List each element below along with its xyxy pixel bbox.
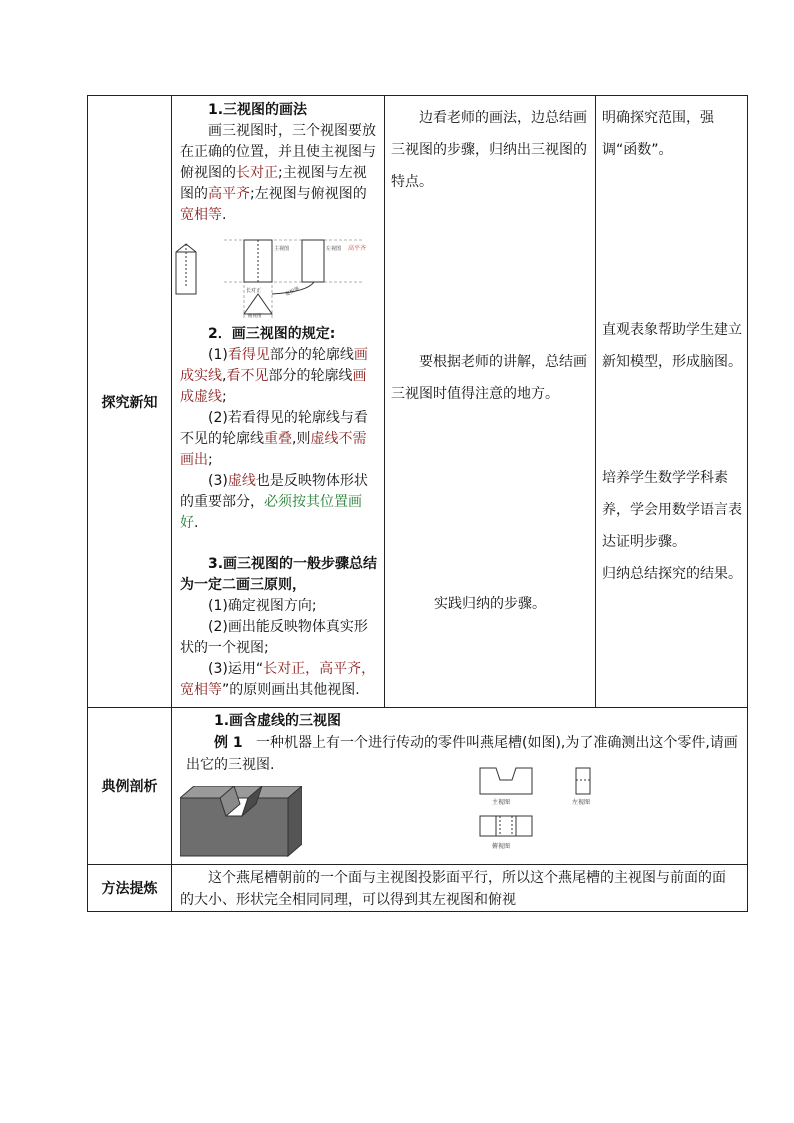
s2-rule-1: (1)看得见部分的轮廓线画成实线,看不见部分的轮廓线画成虚线; [180,347,368,405]
example-row [88,708,748,865]
s3-step-2: (2)画出能反映物体真实形状的一个视图; [180,619,368,656]
example-content [172,708,748,865]
view-left-label: 左视图 [572,799,591,806]
label-left: 左视图 [326,246,342,252]
label-kuan: 宽相等 [284,286,301,298]
label-top: 俯视图 [248,314,262,318]
student-text-1: 边看老师的画法，边总结画三视图的步骤，归纳出三视图的特点。 [391,110,587,190]
intent-text-4: 归纳总结探究的结果。 [602,566,742,582]
method-row [88,865,748,912]
intent-text-1: 明确探究范围，强调“函数”。 [602,110,714,158]
three-view-diagram [172,236,372,318]
design-intent [596,96,748,708]
lesson-table [87,95,748,912]
dovetail-three-views [472,766,612,858]
view-top-label: 俯视图 [492,843,511,850]
s3-step-3: (3)运用“长对正，高平齐，宽相等”的原则画出其他视图. [180,661,376,698]
label-chang: 长对正 [246,288,262,294]
example-title: 1.画含虚线的三视图 [214,713,342,729]
example-label: 典例剖析 [88,708,172,865]
s1-text: 画三视图时，三个视图要放在正确的位置，并且使主视图与俯视图的长对正;主视图与左视图的高平齐;左视图与俯视图的宽相等. [180,123,376,223]
student-text-3: 实践归纳的步骤。 [434,596,546,612]
explore-content [172,96,385,708]
explore-row [88,96,748,708]
s1-title: 1.三视图的画法 [208,102,308,118]
s3-title: 3.画三视图的一般步骤总结为一定二画三原则， [180,556,378,593]
method-content [172,865,748,912]
explore-label: 探究新知 [88,96,172,708]
s2-rule-2: (2)若看得见的轮廓线与看不见的轮廓线重叠,则虚线不需画出; [180,410,368,468]
method-text: 这个燕尾槽朝前的一个面与主视图投影面平行，所以这个燕尾槽的主视图与前面的面的大小、形状完全相同同理，可以得到其左视图和俯视 [180,870,726,908]
s2-title: 2．画三视图的规定: [208,326,336,342]
label-main: 主视图 [274,246,290,252]
intent-text-3: 培养学生数学学科素养，学会用数学语言表达证明步骤。 [602,470,742,550]
student-activity [385,96,596,708]
s2-rule-3: (3)虚线也是反映物体形状的重要部分，必须按其位置画好. [180,473,368,531]
student-text-2: 要根据老师的讲解，总结画三视图时值得注意的地方。 [391,354,587,402]
s3-step-1: (1)确定视图方向; [208,598,317,614]
view-main-label: 主视图 [492,799,511,806]
example-text: 例 1 一种机器上有一个进行传动的零件叫燕尾槽(如图),为了准确测出这个零件,请画出它的三视图. [186,735,738,773]
method-label: 方法提炼 [88,865,172,912]
label-gao: 高平齐 [348,245,367,252]
dovetail-3d-figure [180,786,302,858]
intent-text-2: 直观表象帮助学生建立新知模型，形成脑图。 [602,322,742,370]
